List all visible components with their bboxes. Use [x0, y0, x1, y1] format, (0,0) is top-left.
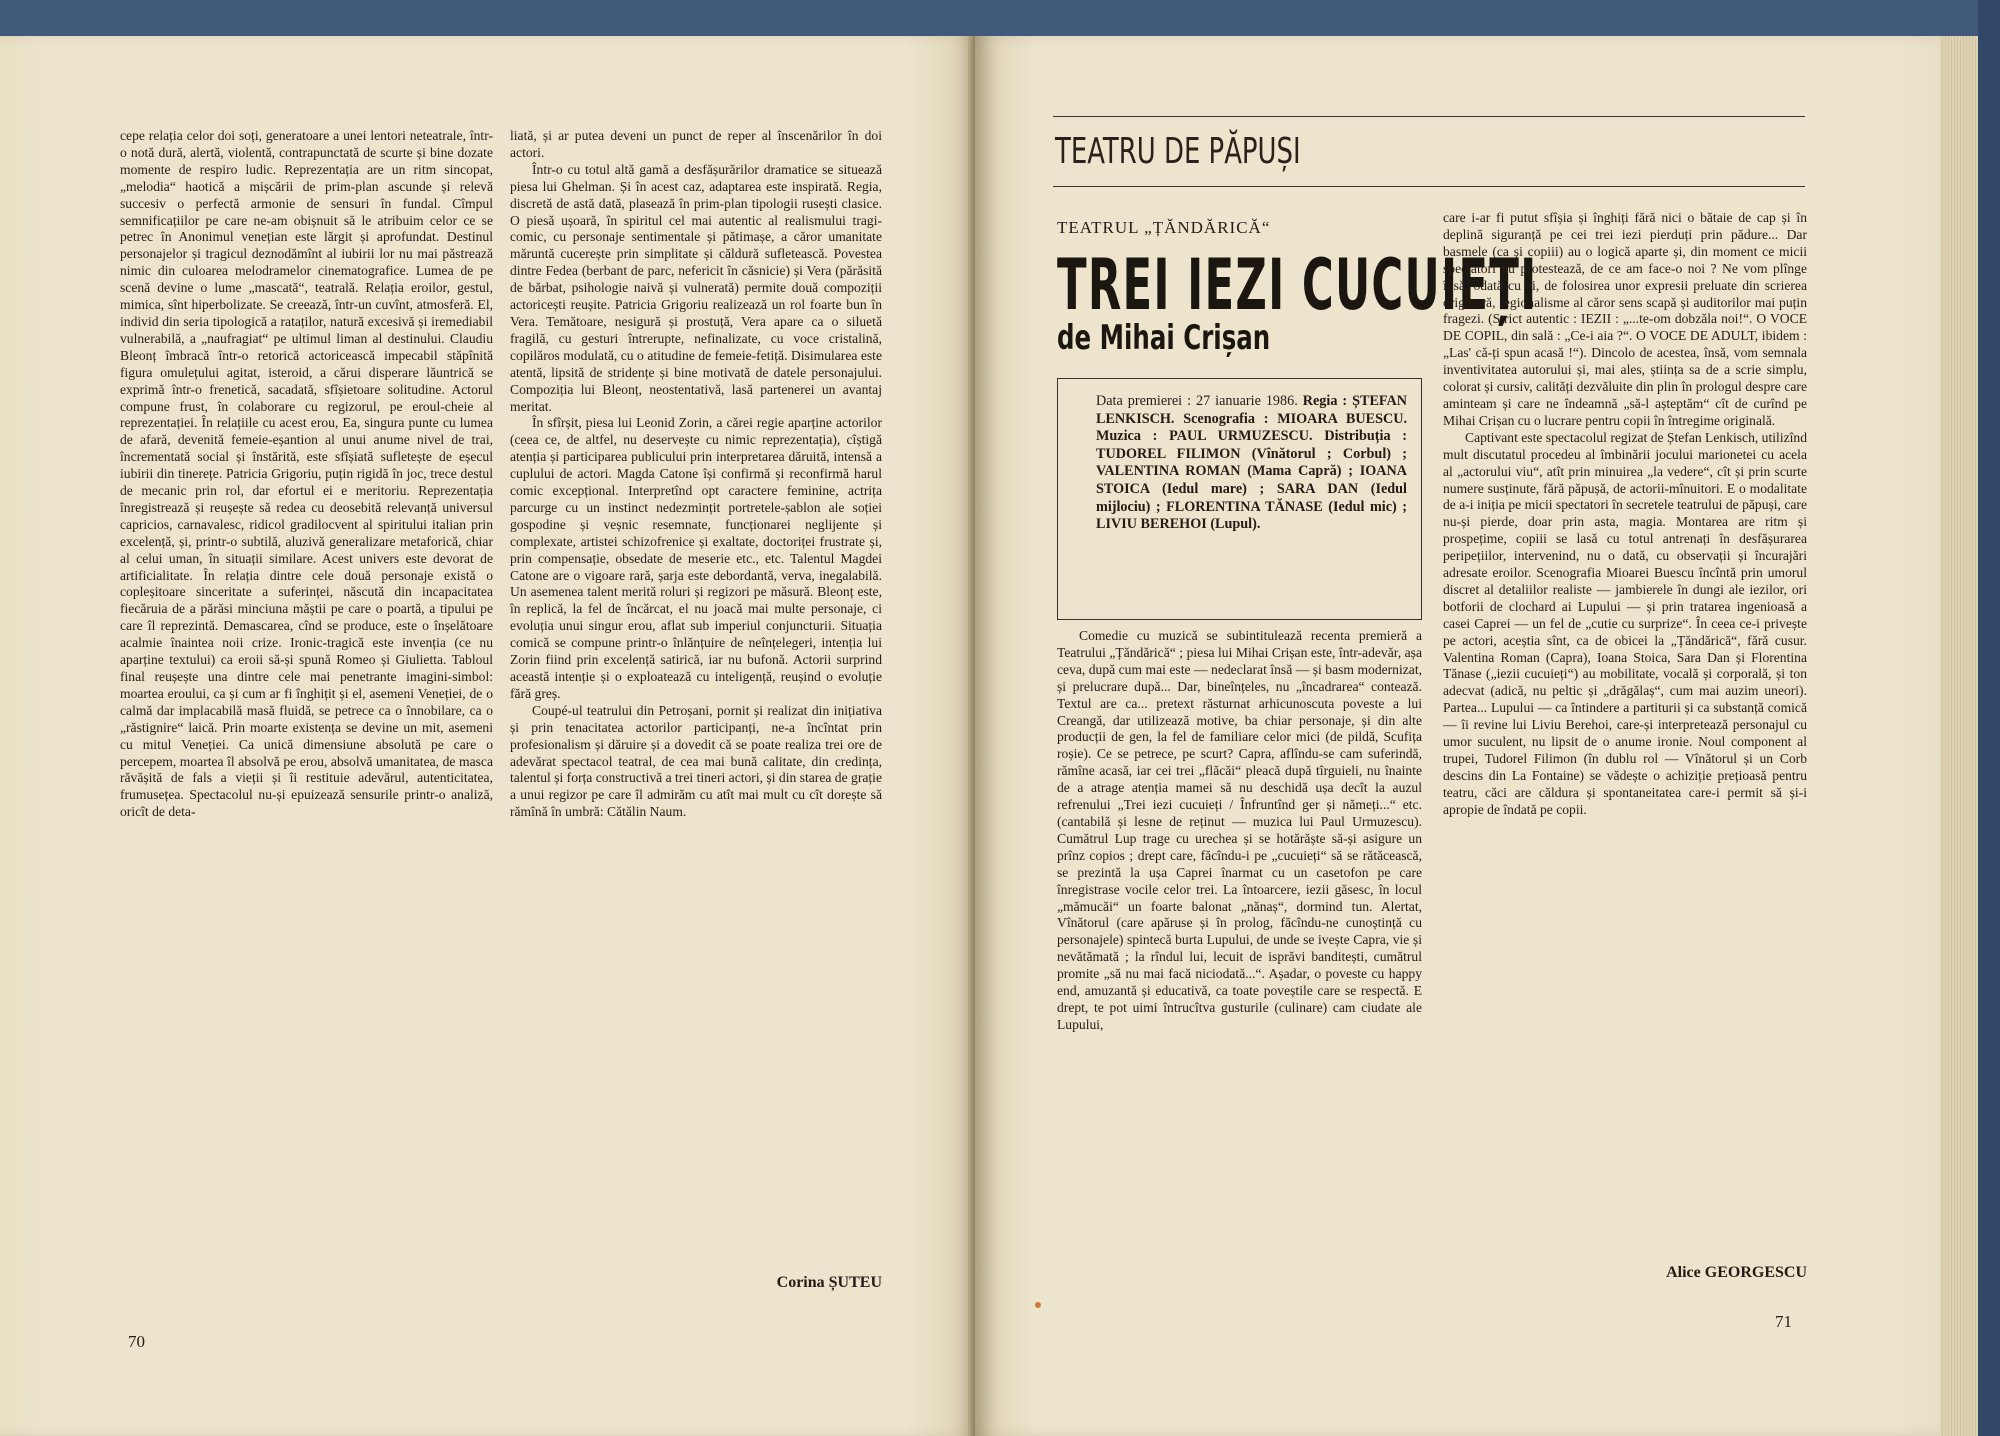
bleed-through-text [1885, 110, 1975, 910]
left-col2-paragraph: Într-o cu totul altă gamă a desfășurărilor dramatice se situează piesa lui Ghelman. Și în acest caz, adaptarea este inspirată. Regia, discretă de astă dată, plasează în prim-plan tipologii rusești clasice. O piesă ușoară, în spiritul cel mai autentic al realismului tragi-comic, cu personaje sentimentale și pătimașe, a căror umanitate măruntă cucerește prin simplitate și căldură sufletească. Povestea dintre Fedea (berbant de parc, nefericit în căsnicie) și Vera (părăsită de bărbat, psihologie naivă și vulnerată) permite două compoziții actoricești reușite. Patricia Grigoriu realizează un rol foarte bun în Vera. Temătoare, nesigură și prostuță, Vera apare ca o siluetă fragilă, cu gesturi întrerupte, nefinalizate, cu voce cristalină, copilăros modulată, cu o atitudine de femeie-fetiță. Disimularea este atentă, lipsită de stridențe și bine motivată de datele personajului. Compoziția lui Bleonț, neostentativă, lasă partenerei un avantaj meritat. [510, 161, 882, 414]
right-signature: Alice GEORGESCU [1666, 1264, 1807, 1281]
premiere-label: Data premierei : [1096, 393, 1197, 409]
header-rule-bottom [1053, 186, 1805, 187]
section-title: TEATRU DE PĂPUȘI [1055, 131, 1301, 172]
header-rule-top [1053, 116, 1805, 117]
left-col2-paragraph: În sfîrșit, piesa lui Leonid Zorin, a cărei regie aparține actorilor (ceea ce, de altfel, nu deservește cu nimic reprezentația), cîștigă atenția și participarea publicului prin interpretarea dăruită, intensă a cuplului de actori. Magda Catone își confirmă și reconfirmă harul comic excepțional. Interpretînd opt caractere feminine, actrița parcurge cu un instinct nedezmințit portretele-șablon ale soției gospodine și veșnic resemnate, funcționarei neglijente și complexate, artistei schizofrenice și exaltate, doctoriței frustrate și, prin compensație, obsedate de meserie etc., etc. Talentul Magdei Catone are o vigoare rară, șarja este debordantă, verva, inegalabilă. Un asemenea talent merită roluri și regizori pe măsură. Bleonț este, în replică, la fel de încărcat, el nu joacă mai multe personaje, ci evoluția unui singur erou, aflat sub imperiul conjuncturii. Situația comică se compune printr-o înlănțuire de neînțelegeri, intenția lui Zorin fiind prin excelență satirică, iar nu bufonă. Actorii surprind această intenție și o exploatează cu inteligență, reușind o evoluție fără greș. [510, 415, 882, 701]
left-col2-paragraph: liată, și ar putea deveni un punct de reper al înscenărilor în doi actori. [510, 128, 882, 160]
right-column-2 [1443, 210, 1807, 819]
play-title: TREI IEZI CUCUIEȚI [1057, 244, 1538, 326]
ink-mark [1035, 1302, 1041, 1308]
binding-cover-right [1978, 0, 2000, 1436]
left-page [0, 36, 975, 1436]
right-col2-paragraph: Captivant este spectacolul regizat de Ștefan Lenkisch, utilizînd mult discutatul procedeu al îmbinării jocului marionetei cu acela al „actorului viu“, atît prin minuirea „la vedere“, cît și prin scurte numere susținute, fără păpușă, de actorii-mînuitori. E o modalitate de a-i iniția pe micii spectatori în secretele teatrului de păpuși, care nu-și pierde, doar prin asta, magia. Montarea are ritm și prospețime, copiii se lasă cu totul antrenați în desfășurarea peripețiilor, intervenind, nu o dată, cu observații și încurajări adresate eroilor. Scenografia Mioarei Buescu încîntă prin umorul discret al detaliilor realiste — jambierele în dungi ale iezilor, ori botforii de clochard ai Lupului — și prin tratarea ingenioasă a casei Caprei — un fel de „cutie cu surprize“. În ceea ce-i privește pe actori, aceștia sînt, ca de obicei la „Țăndărică“, fără cusur. Valentina Roman (Capra), Ioana Stoica, Sara Dan și Florentina Tănase („iezii cucuieți“) au mobilitate, vocală și corporală, și ton adecvat (adică, nu peltic și „drăgălaș“, cum mai auzim uneori). Partea... Lupului — ca întindere a partiturii și ca substanță comică — îi revine lui Liviu Berehoi, care-și interpretează personajul cu umor suculent, nu lipsit de o anume ironie. Noul component al trupei, Tudorel Filimon (în dublu rol — Vînătorul și un Corb descins din La Fontaine) se vădește o achiziție prețioasă pentru teatru, căci are căldura și spontaneitatea care-i permit să și-i apropie de îndată pe copii. [1443, 429, 1807, 817]
credits-text: Regia : ȘTEFAN LENKISCH. Scenografia : MIOARA BUESCU. Muzica : PAUL URMUZESCU. Distribuția : TUDOREL FILIMON (Vînătorul ; Corbul) ; VALENTINA ROMAN (Mama Capră) ; IOANA STOICA (Iedul mare) ; SARA DAN (Iedul mijlociu) ; FLORENTINA TĂNASE (Iedul mic) ; LIVIU BEREHOI (Lupul). [1096, 393, 1408, 533]
left-column-1 [120, 128, 493, 821]
right-col1-paragraph: Comedie cu muzică se subintitulează recenta premieră a Teatrului „Țăndărică“ ; piesa lui Mihai Crișan este, într-adevăr, așa ceva, după cum mai este — nedeclarat însă — și basm modernizat, și prelucrare după... Dar, bineînțeles, nu „încadrarea“ contează. Textul are ca... pretext răsturnat arhicunoscuta poveste a lui Creangă, dar utilizează motive, ba chiar personaje, și din alte producții de gen, la fel de familiare celor mici (de pildă, Scufița roșie). Ce se petrece, pe scurt? Capra, aflîndu-se cam suferindă, rămîne acasă, iar cei trei „flăcăi“ pleacă după tîrguieli, nu înainte de a atrage atenția mamei să nu deschidă ușa decît la auzul refrenului „Trei iezi cucuieți / Înfruntînd ger și nămeți...“ etc. (cantabilă și lesne de reținut — muzica lui Paul Urmuzescu). Cumătrul Lup trage cu urechea și se hotărăște să-și asigure un prînz copios ; drept care, făcîndu-i pe „cucuieți“ să se rătăcească, se prezintă la ușa Caprei înarmat cu un casetofon pe care înregistrase vocile celor trei. La întoarcere, iezii găsesc, în locul „mămucăi“ un foarte balonat „nănaș“, dormind tun. Alertat, Vînătorul (care apăruse și în prolog, făcîndu-ne cunoștință cu personajele) spintecă burta Lupului, de unde se ivește Capra, vie și nevătămată ; la rîndul lui, lecuit de isprăvi banditești, cumătrul promite „să nu mai facă niciodată...“. Așadar, o poveste cu happy end, amuzantă și educativă, ca toate poveștile care se respectă. E drept, te pot uimi întrucîtva gusturile (culinare) cam ciudate ale Lupului, [1057, 628, 1422, 1032]
premiere-date: 27 ianuarie 1986. [1196, 393, 1298, 409]
left-column-2 [510, 128, 882, 821]
play-author: de Mihai Crișan [1057, 318, 1271, 358]
right-column-1 [1057, 628, 1422, 1034]
page-number-left: 70 [128, 1332, 145, 1351]
theater-name: TEATRUL „ȚĂNDĂRICĂ“ [1057, 218, 1271, 237]
left-col1-paragraph: cepe relația celor doi soți, generatoare a unei lentori neteatrale, într-o notă dură, alertă, violentă, contrapunctată de scurte și bine dozate momente de respiro ludic. Reprezentația are un ritm sincopat, „melodia“ haotică a mișcării de prim-plan ascunde și relevă succesiv o perfectă armonie de sensuri în fundal. Cîmpul semnificațiilor pe care ne-am obișnuit să le atribuim celor ce se petrec în Anonimul venețian este lărgit și aprofundat. Destinul personajelor și tragicul deznodămînt al iubirii lor nu mai păstrează nimic din culoarea melodramelor cinematografice. Lumea de pe scenă devine o lume „mascată“, teatrală. Relația eroilor, gestul, mimica, sînt hiperbolizate. Se creează, într-un cuvînt, atmosferă. El, individ din seria tipologică a rataților, natură excesivă și iremediabil vulnerabilă, a „naufragiat“ pe ultimul liman al destinului. Claudiu Bleonț îmbracă într-o retorică actoricească impecabil stăpînită figura omulețului agitat, isteroid, a cărui disperare lăuntrică se exprimă într-o frenetică, sacadată, sfîșietoare solitudine. Actorul compune frust, în colaborare cu regizorul, pe eroul-cheie al reprezentației. În relațiile cu acest erou, Ea, singura punte cu lumea de afară, devenită femeie-eșantion al unui anume nivel de trai, încrementată social și înstărită, este sfîșiată sufletește de eșecul iubirii din tinerețe. Patricia Grigoriu, puțin rigidă în joc, trece destul de mecanic prin rol, dar efortul ei e meritoriu. Reprezentația înregistrează și reușește să redea cu deosebită relevanță universul capricios, carnavalesc, ridicol gradilocvent al spiritului italian prin excelență, și, printr-o subtilă, aluzivă generalizare metaforică, chiar al celui uman, în situații similare. Acest univers este devorat de artificialitate. În relația dintre cele două personaje există o copleșitoare sinceritate a suferinței, născută din incapacitatea fiecăruia de a părăsi minciuna măștii pe care o poartă, a tipului pe care îl reprezintă. Demascarea, cînd se produce, este o înșelătoare acalmie înaintea noii crize. Ironic-tragică este invenția (ce nu aparține textului) ca eroii să-și spună Romeo și Giulietta. Tabloul final reușește una dintre cele mai penetrante imagini-simbol: moartea eroului, ca și cum ar fi înghițit și el, asemeni Veneției, de o calmă dar implacabilă masă fluidă, se petrece ca o înnobilare, ca o „răstignire“ laică. Prin moarte existența se devine un mit, asemeni cu mitul Veneției. Ca unică dimensiune absolută pe care o percepem, moartea îl absolvă pe erou, absolvă umanitatea, de masca răvășită de fals a vieții și îi restituie adevărul, autenticitatea, frumusețea. Spectacolul nu-și epuizează sensurile printr-o analiză, oricît de deta- [120, 128, 493, 820]
page-number-right: 71 [1775, 1312, 1792, 1331]
right-col2-paragraph: care i-ar fi putut sfîșia și înghiți fără nici o bătaie de cap și în deplină siguranță pe cei trei iezi pierduți prin pădure... Dar basmele (ca și copiii) au o logică aparte și, din moment ce micii spectatori nu protestează, de ce am face-o noi ? Ne vom plînge însă, odată cu ei, de folosirea unor expresii preluate din scrierea originară, regionalisme al căror sens scapă și auditorilor mai puțin fragezi. (Strict autentic : IEZII : „...te-om dobzăla noi!“. O VOCE DE COPIL, din sală : „Ce-i aia ?“. O VOCE DE ADULT, ibidem : „Las' că-ți spun acasă !“). Dincolo de acestea, însă, vom semnala inventivitatea autorului și, mai ales, știința sa de a scrie simplu, colorat și cursiv, calități dezvăluite din plin în prologul despre care aminteam și care ne îndeamnă „să-l așteptăm“ cît de curînd pe Mihai Crișan cu o lucrare pentru copii în întregime originală. [1443, 210, 1807, 428]
left-signature: Corina ȘUTEU [776, 1274, 882, 1291]
credits-box [1057, 378, 1422, 620]
right-page [975, 36, 1978, 1436]
left-col2-paragraph: Coupé-ul teatrului din Petroșani, pornit și realizat din inițiativa și prin tenacitatea actorilor participanți, ne-a încîntat prin profesionalism și dăruire și a dovedit că se poate realiza trei ore de adevărat spectacol teatral, de cea mai bună calitate, din credința, talentul și forța constructivă a trei tineri actori, și din starea de grație a unui regizor pe care îl admirăm cu atît mai mult cu cît dorește să rămînă în umbră: Cătălin Naum. [510, 702, 882, 820]
binding-cover-top [0, 0, 2000, 36]
